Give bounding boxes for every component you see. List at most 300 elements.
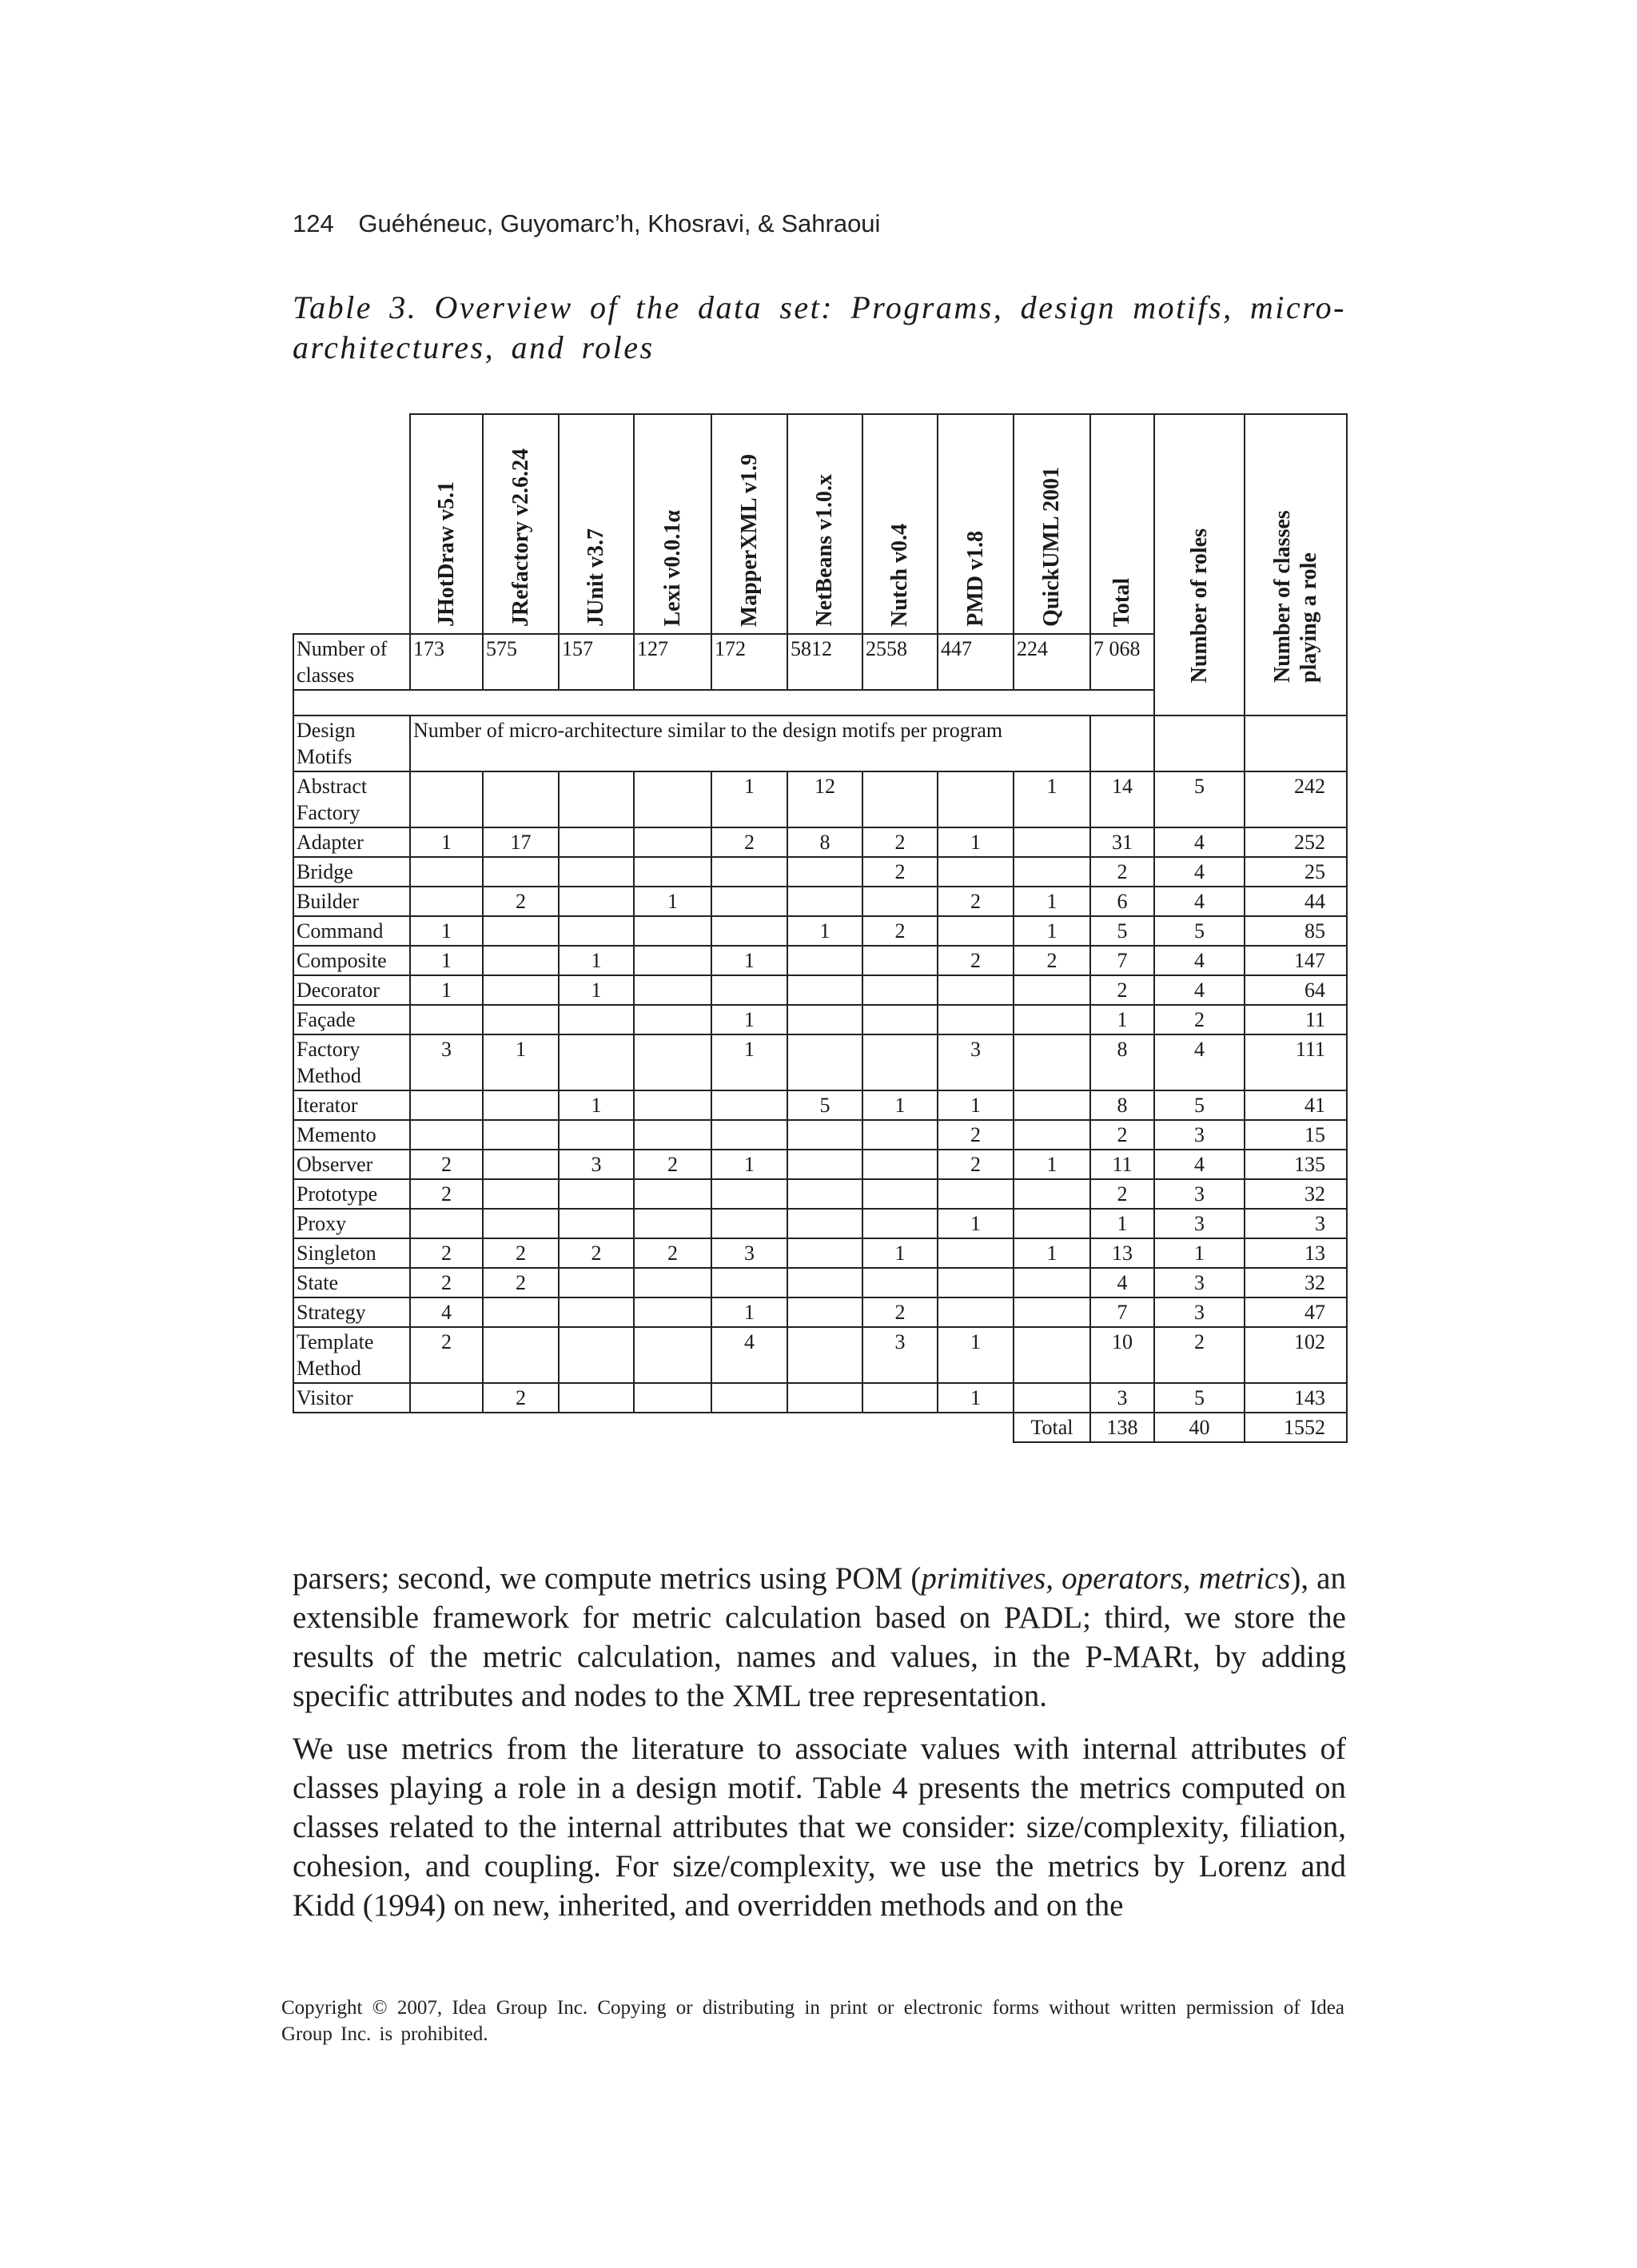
count-cell: 1 xyxy=(938,1209,1014,1238)
program-header xyxy=(1014,414,1090,634)
row-roles: 5 xyxy=(1154,1383,1245,1413)
count-cell xyxy=(559,827,634,857)
count-cell xyxy=(862,771,938,827)
grand-total-row xyxy=(293,1413,1347,1442)
table-row xyxy=(293,827,1347,857)
row-classes: 64 xyxy=(1245,975,1347,1005)
num-classes-cell: 5812 xyxy=(787,634,862,690)
count-cell xyxy=(483,1179,559,1209)
paragraph-text: ), an extensible framework for metric calculation based on PADL; third, we store the results of the metric calculation, names and values, in the P-MARt, by adding specific attributes and nodes to the XML tree representation. xyxy=(293,1561,1346,1713)
row-total: 2 xyxy=(1090,1120,1154,1150)
count-cell xyxy=(787,1327,862,1383)
count-cell xyxy=(938,1005,1014,1034)
count-cell xyxy=(634,975,711,1005)
count-cell xyxy=(559,1209,634,1238)
motif-name: Visitor xyxy=(293,1383,410,1413)
count-cell xyxy=(938,975,1014,1005)
table-row xyxy=(293,887,1347,916)
row-classes: 25 xyxy=(1245,857,1347,887)
count-cell xyxy=(1014,1120,1090,1150)
count-cell xyxy=(634,1179,711,1209)
count-cell: 2 xyxy=(938,946,1014,975)
count-cell: 2 xyxy=(938,1150,1014,1179)
program-name: QuickUML 2001 xyxy=(1039,467,1064,627)
count-cell: 1 xyxy=(559,975,634,1005)
count-cell: 17 xyxy=(483,827,559,857)
count-cell: 1 xyxy=(483,1034,559,1090)
table-row xyxy=(293,1383,1347,1413)
count-cell xyxy=(711,887,787,916)
count-cell: 1 xyxy=(1014,771,1090,827)
program-name: NetBeans v1.0.x xyxy=(812,474,837,627)
count-cell xyxy=(787,1238,862,1268)
count-cell xyxy=(634,1120,711,1150)
count-cell: 1 xyxy=(787,916,862,946)
num-classes-cell: 575 xyxy=(483,634,559,690)
count-cell: 8 xyxy=(787,827,862,857)
count-cell: 2 xyxy=(711,827,787,857)
count-cell xyxy=(559,1297,634,1327)
row-total: 7 xyxy=(1090,946,1154,975)
count-cell xyxy=(711,1179,787,1209)
count-cell xyxy=(559,1268,634,1297)
row-classes: 3 xyxy=(1245,1209,1347,1238)
count-cell: 2 xyxy=(938,1120,1014,1150)
count-cell xyxy=(410,1383,483,1413)
num-classes-cell: 172 xyxy=(711,634,787,690)
row-classes: 111 xyxy=(1245,1034,1347,1090)
count-cell: 3 xyxy=(559,1150,634,1179)
count-cell: 2 xyxy=(483,887,559,916)
count-cell xyxy=(634,1034,711,1090)
count-cell xyxy=(410,887,483,916)
row-roles: 3 xyxy=(1154,1209,1245,1238)
design-motif-table xyxy=(293,413,1348,1443)
classes-role-header xyxy=(1245,414,1347,715)
count-cell xyxy=(559,1327,634,1383)
table-row xyxy=(293,857,1347,887)
count-cell: 1 xyxy=(1014,1238,1090,1268)
count-cell xyxy=(1014,1383,1090,1413)
count-cell xyxy=(410,1005,483,1034)
row-total: 4 xyxy=(1090,1268,1154,1297)
count-cell xyxy=(862,1034,938,1090)
pom-expansion: primitives, operators, metrics xyxy=(921,1561,1291,1596)
row-total: 8 xyxy=(1090,1034,1154,1090)
count-cell xyxy=(711,916,787,946)
row-total: 10 xyxy=(1090,1327,1154,1383)
count-cell xyxy=(410,1090,483,1120)
row-roles: 4 xyxy=(1154,887,1245,916)
count-cell xyxy=(634,1209,711,1238)
motif-name: Adapter xyxy=(293,827,410,857)
program-header xyxy=(634,414,711,634)
count-cell xyxy=(711,1120,787,1150)
count-cell xyxy=(862,1005,938,1034)
count-cell: 1 xyxy=(938,1090,1014,1120)
count-cell xyxy=(483,1297,559,1327)
motif-name: State xyxy=(293,1268,410,1297)
row-total: 7 xyxy=(1090,1297,1154,1327)
count-cell: 5 xyxy=(787,1090,862,1120)
row-roles: 5 xyxy=(1154,1090,1245,1120)
count-cell: 2 xyxy=(483,1238,559,1268)
table-row xyxy=(293,1034,1347,1090)
count-cell xyxy=(938,1297,1014,1327)
count-cell: 2 xyxy=(938,887,1014,916)
count-cell: 1 xyxy=(634,887,711,916)
empty-cell xyxy=(1090,715,1154,771)
program-name: JRefactory v2.6.24 xyxy=(508,448,533,627)
program-name: PMD v1.8 xyxy=(962,531,988,627)
count-cell xyxy=(410,857,483,887)
count-cell: 2 xyxy=(483,1268,559,1297)
num-classes-cell: 7 068 xyxy=(1090,634,1154,690)
count-cell: 4 xyxy=(711,1327,787,1383)
grand-total-label: Total xyxy=(1014,1413,1090,1442)
count-cell: 1 xyxy=(862,1090,938,1120)
table-row xyxy=(293,1327,1347,1383)
row-total: 11 xyxy=(1090,1150,1154,1179)
count-cell xyxy=(483,1209,559,1238)
count-cell: 2 xyxy=(862,857,938,887)
motif-name: Command xyxy=(293,916,410,946)
count-cell xyxy=(711,1209,787,1238)
count-cell: 2 xyxy=(410,1179,483,1209)
num-classes-cell: 447 xyxy=(938,634,1014,690)
table-caption: Table 3. Overview of the data set: Programs, design motifs, micro-architectures, and roles xyxy=(293,289,1346,365)
count-cell xyxy=(559,1005,634,1034)
count-cell xyxy=(787,1120,862,1150)
row-total: 6 xyxy=(1090,887,1154,916)
row-classes: 13 xyxy=(1245,1238,1347,1268)
count-cell xyxy=(1014,827,1090,857)
motif-name: Template Method xyxy=(293,1327,410,1383)
empty-cell xyxy=(1154,715,1245,771)
count-cell xyxy=(634,946,711,975)
count-cell: 2 xyxy=(1014,946,1090,975)
table-row xyxy=(293,1090,1347,1120)
count-cell xyxy=(410,1120,483,1150)
total-header xyxy=(1090,414,1154,634)
count-cell: 1 xyxy=(938,827,1014,857)
motif-name: Observer xyxy=(293,1150,410,1179)
count-cell: 2 xyxy=(410,1150,483,1179)
count-cell: 1 xyxy=(711,1034,787,1090)
row-roles: 2 xyxy=(1154,1327,1245,1383)
copyright-footer: Copyright © 2007, Idea Group Inc. Copying or distributing in print or electronic forms without written permission of Idea Group Inc. is prohibited. xyxy=(281,1997,1344,2045)
count-cell: 2 xyxy=(862,916,938,946)
blank-corner xyxy=(293,414,410,634)
count-cell: 1 xyxy=(938,1383,1014,1413)
count-cell: 3 xyxy=(711,1238,787,1268)
count-cell xyxy=(410,1209,483,1238)
row-classes: 135 xyxy=(1245,1150,1347,1179)
row-total: 5 xyxy=(1090,916,1154,946)
count-cell: 2 xyxy=(410,1327,483,1383)
count-cell xyxy=(410,771,483,827)
count-cell xyxy=(711,1268,787,1297)
row-roles: 5 xyxy=(1154,771,1245,827)
row-roles: 4 xyxy=(1154,975,1245,1005)
section-label: Number of micro-architecture similar to the design motifs per program xyxy=(410,715,1090,771)
num-classes-cell: 157 xyxy=(559,634,634,690)
motif-name: Proxy xyxy=(293,1209,410,1238)
row-classes: 242 xyxy=(1245,771,1347,827)
count-cell xyxy=(1014,857,1090,887)
count-cell xyxy=(1014,1179,1090,1209)
no-border-cell xyxy=(293,1413,1014,1442)
count-cell xyxy=(634,1297,711,1327)
page-header xyxy=(293,209,880,238)
row-roles: 4 xyxy=(1154,857,1245,887)
motif-name: Bridge xyxy=(293,857,410,887)
count-cell xyxy=(1014,1034,1090,1090)
count-cell: 2 xyxy=(559,1238,634,1268)
count-cell xyxy=(862,1268,938,1297)
total-label: Total xyxy=(1109,577,1134,627)
program-header xyxy=(787,414,862,634)
count-cell xyxy=(483,1150,559,1179)
count-cell: 2 xyxy=(410,1268,483,1297)
program-header xyxy=(483,414,559,634)
motif-name: Strategy xyxy=(293,1297,410,1327)
count-cell xyxy=(634,827,711,857)
row-classes: 44 xyxy=(1245,887,1347,916)
count-cell: 12 xyxy=(787,771,862,827)
count-cell xyxy=(559,857,634,887)
count-cell xyxy=(483,771,559,827)
row-total: 2 xyxy=(1090,1179,1154,1209)
count-cell: 1 xyxy=(1014,1150,1090,1179)
count-cell: 1 xyxy=(711,1150,787,1179)
count-cell xyxy=(483,946,559,975)
row-roles: 3 xyxy=(1154,1120,1245,1150)
count-cell xyxy=(862,946,938,975)
table-row xyxy=(293,1179,1347,1209)
count-cell xyxy=(559,1179,634,1209)
count-cell xyxy=(787,1034,862,1090)
count-cell xyxy=(634,916,711,946)
count-cell xyxy=(634,857,711,887)
count-cell xyxy=(559,1120,634,1150)
table-row xyxy=(293,1238,1347,1268)
motif-name: Memento xyxy=(293,1120,410,1150)
body-paragraph-2: We use metrics from the literature to associate values with internal attributes of classes playing a role in a design motif. Table 4 presents the metrics computed on classes related to the internal attributes that we consider: size/complexity, filiation, cohesion, and coupling. For size/complexity, we use the metrics by Lorenz and Kidd (1994) on new, inherited, and overridden methods and on the xyxy=(293,1732,1346,1923)
row-roles: 3 xyxy=(1154,1297,1245,1327)
count-cell: 1 xyxy=(410,827,483,857)
count-cell xyxy=(787,1005,862,1034)
count-cell: 1 xyxy=(410,916,483,946)
count-cell: 3 xyxy=(410,1034,483,1090)
count-cell xyxy=(483,916,559,946)
roles-header xyxy=(1154,414,1245,715)
count-cell: 1 xyxy=(711,946,787,975)
row-classes: 32 xyxy=(1245,1179,1347,1209)
motif-name: Factory Method xyxy=(293,1034,410,1090)
count-cell xyxy=(787,1297,862,1327)
count-cell xyxy=(483,857,559,887)
motif-name: Decorator xyxy=(293,975,410,1005)
count-cell: 1 xyxy=(559,1090,634,1120)
count-cell xyxy=(862,975,938,1005)
num-classes-label: Number of classes xyxy=(293,634,410,690)
count-cell xyxy=(1014,975,1090,1005)
motif-name: Façade xyxy=(293,1005,410,1034)
program-header xyxy=(559,414,634,634)
count-cell xyxy=(634,1327,711,1383)
row-total: 3 xyxy=(1090,1383,1154,1413)
row-classes: 147 xyxy=(1245,946,1347,975)
count-cell xyxy=(634,1268,711,1297)
count-cell xyxy=(634,771,711,827)
page-number: 124 xyxy=(293,209,334,237)
program-name: Nutch v0.4 xyxy=(887,523,912,627)
row-roles: 4 xyxy=(1154,1150,1245,1179)
count-cell xyxy=(559,887,634,916)
row-total: 2 xyxy=(1090,975,1154,1005)
motif-name: Singleton xyxy=(293,1238,410,1268)
count-cell: 3 xyxy=(938,1034,1014,1090)
program-header xyxy=(410,414,483,634)
header-row xyxy=(293,414,1347,634)
count-cell: 1 xyxy=(559,946,634,975)
table-row xyxy=(293,771,1347,827)
count-cell xyxy=(862,1150,938,1179)
count-cell: 1 xyxy=(711,1005,787,1034)
count-cell xyxy=(559,916,634,946)
count-cell xyxy=(559,1034,634,1090)
count-cell xyxy=(787,1268,862,1297)
num-classes-cell: 2558 xyxy=(862,634,938,690)
motif-name: Abstract Factory xyxy=(293,771,410,827)
count-cell xyxy=(1014,1327,1090,1383)
count-cell xyxy=(938,1268,1014,1297)
num-classes-cell: 173 xyxy=(410,634,483,690)
empty-cell xyxy=(1245,715,1347,771)
row-classes: 85 xyxy=(1245,916,1347,946)
program-header xyxy=(862,414,938,634)
design-motifs-label: Design Motifs xyxy=(293,715,410,771)
count-cell xyxy=(483,1005,559,1034)
table-row xyxy=(293,1268,1347,1297)
count-cell: 2 xyxy=(634,1150,711,1179)
table-row xyxy=(293,1297,1347,1327)
count-cell xyxy=(559,771,634,827)
count-cell: 4 xyxy=(410,1297,483,1327)
count-cell xyxy=(1014,1268,1090,1297)
count-cell xyxy=(634,1005,711,1034)
row-classes: 15 xyxy=(1245,1120,1347,1150)
row-roles: 4 xyxy=(1154,1034,1245,1090)
count-cell xyxy=(938,916,1014,946)
program-name: Lexi v0.0.1α xyxy=(659,510,685,627)
count-cell xyxy=(1014,1005,1090,1034)
row-classes: 143 xyxy=(1245,1383,1347,1413)
motifs-label-row xyxy=(293,715,1347,771)
body-paragraph-1 xyxy=(293,1559,1346,1716)
count-cell xyxy=(711,1383,787,1413)
count-cell xyxy=(862,887,938,916)
motif-name: Builder xyxy=(293,887,410,916)
row-roles: 4 xyxy=(1154,827,1245,857)
count-cell xyxy=(559,1383,634,1413)
count-cell xyxy=(787,857,862,887)
count-cell xyxy=(787,975,862,1005)
row-roles: 3 xyxy=(1154,1268,1245,1297)
motif-name: Prototype xyxy=(293,1179,410,1209)
program-name: MapperXML v1.9 xyxy=(736,453,762,627)
program-name: JHotDraw v5.1 xyxy=(433,481,459,627)
count-cell xyxy=(634,1383,711,1413)
spacer-cell xyxy=(293,690,1154,715)
count-cell xyxy=(634,1090,711,1120)
count-cell xyxy=(862,1209,938,1238)
count-cell xyxy=(938,1179,1014,1209)
roles-label: Number of roles xyxy=(1187,528,1212,683)
count-cell xyxy=(711,1090,787,1120)
count-cell: 1 xyxy=(1014,916,1090,946)
count-cell xyxy=(787,1383,862,1413)
row-total: 1 xyxy=(1090,1005,1154,1034)
row-total: 31 xyxy=(1090,827,1154,857)
program-header xyxy=(711,414,787,634)
count-cell xyxy=(787,887,862,916)
row-classes: 47 xyxy=(1245,1297,1347,1327)
row-classes: 102 xyxy=(1245,1327,1347,1383)
row-roles: 5 xyxy=(1154,916,1245,946)
count-cell: 1 xyxy=(711,771,787,827)
count-cell xyxy=(711,857,787,887)
count-cell xyxy=(862,1120,938,1150)
count-cell: 1 xyxy=(410,946,483,975)
count-cell xyxy=(483,975,559,1005)
row-total: 8 xyxy=(1090,1090,1154,1120)
count-cell xyxy=(787,1209,862,1238)
count-cell: 2 xyxy=(483,1383,559,1413)
count-cell xyxy=(938,771,1014,827)
classes-role-label: Number of classes playing a role xyxy=(1270,510,1321,683)
count-cell xyxy=(483,1327,559,1383)
count-cell xyxy=(483,1090,559,1120)
row-classes: 32 xyxy=(1245,1268,1347,1297)
row-total: 1 xyxy=(1090,1209,1154,1238)
count-cell xyxy=(1014,1209,1090,1238)
row-roles: 1 xyxy=(1154,1238,1245,1268)
program-name: JUnit v3.7 xyxy=(584,528,608,627)
motif-name: Composite xyxy=(293,946,410,975)
paragraph-text: parsers; second, we compute metrics using POM ( xyxy=(293,1561,922,1596)
table-row xyxy=(293,1120,1347,1150)
table-row xyxy=(293,975,1347,1005)
table-row xyxy=(293,946,1347,975)
count-cell xyxy=(862,1179,938,1209)
row-total: 13 xyxy=(1090,1238,1154,1268)
count-cell xyxy=(787,1150,862,1179)
count-cell: 2 xyxy=(862,1297,938,1327)
count-cell: 1 xyxy=(862,1238,938,1268)
table-row xyxy=(293,916,1347,946)
count-cell xyxy=(1014,1297,1090,1327)
motif-name: Iterator xyxy=(293,1090,410,1120)
count-cell xyxy=(483,1120,559,1150)
row-classes: 11 xyxy=(1245,1005,1347,1034)
count-cell xyxy=(862,1383,938,1413)
row-roles: 3 xyxy=(1154,1179,1245,1209)
grand-total-classes: 1552 xyxy=(1245,1413,1347,1442)
grand-total: 138 xyxy=(1090,1413,1154,1442)
running-head-authors: Guéhéneuc, Guyomarc’h, Khosravi, & Sahraoui xyxy=(358,209,881,237)
